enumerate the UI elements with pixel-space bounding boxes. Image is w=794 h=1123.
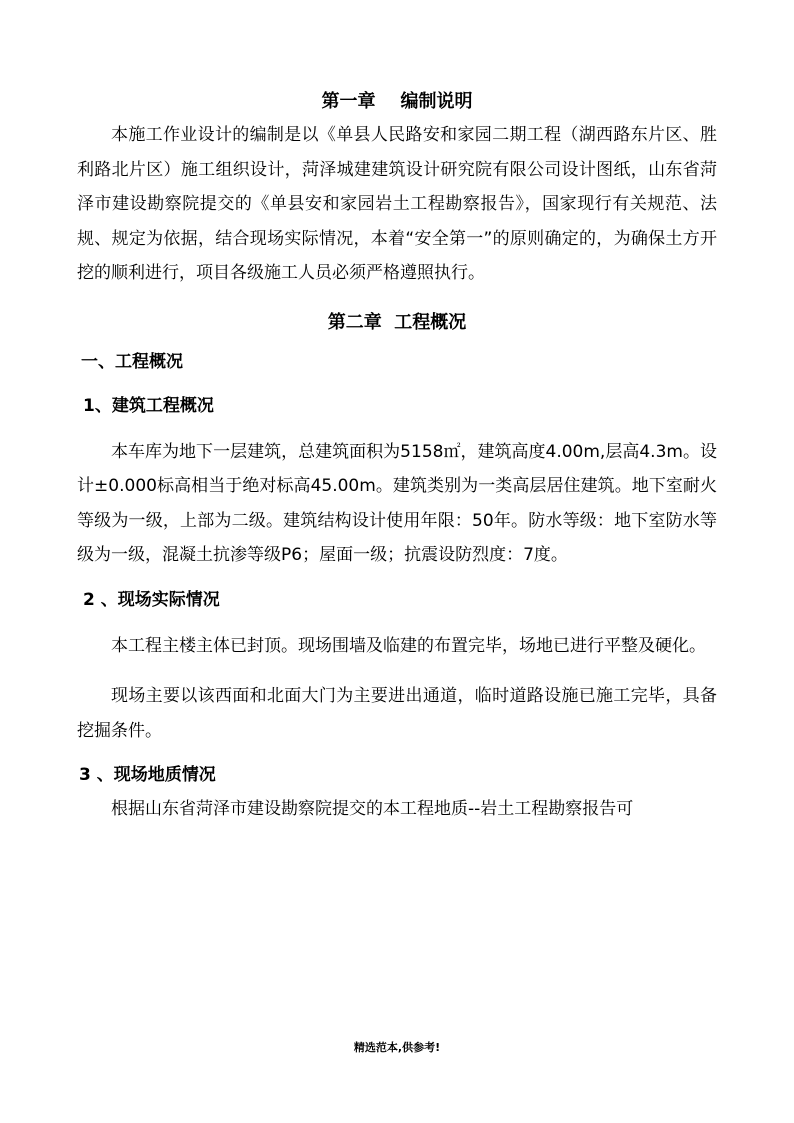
subsection-3-paragraph: 根据山东省菏泽市建设勘察院提交的本工程地质--岩土工程勘察报告可 <box>111 799 634 819</box>
section-1-heading: 一、工程概况 <box>81 351 183 372</box>
document-body <box>77 86 717 827</box>
chapter-2-title: 第二章 工程概况 <box>327 311 467 333</box>
subsection-2-heading: 2 、现场实际情况 <box>83 589 220 610</box>
subsection-1-heading: 1、建筑工程概况 <box>83 395 214 416</box>
chapter-1-title: 第一章 编制说明 <box>321 91 473 112</box>
subsection-3-heading: 3 、现场地质情况 <box>79 765 216 785</box>
subsection-1-paragraph: 本车库为地下一层建筑，总建筑面积为5158㎡，建筑高度4.00m,层高4.3m。设计±0.000标高相当于绝对标高45.00m。建筑类别为一类高层居住建筑。地下室耐火等级为一级，上部为二级。建筑结构设计使用年限：50年。防水等级：地下室防水等级为一级，混凝土抗渗等级P6；屋面一级；抗震设防烈度：7度。 <box>77 441 717 565</box>
subsection-2-paragraph-2: 现场主要以该西面和北面大门为主要进出通道，临时道路设施已施工完毕，具备挖掘条件。 <box>77 686 717 741</box>
page-footer: 精选范本,供参考! <box>353 1041 441 1054</box>
subsection-2-paragraph-1: 本工程主楼主体已封顶。现场围墙及临建的布置完毕，场地已进行平整及硬化。 <box>111 635 706 656</box>
chapter-1-paragraph: 本施工作业设计的编制是以《单县人民路安和家园二期工程（湖西路东片区、胜利路北片区）施工组织设计，菏泽城建建筑设计研究院有限公司设计图纸，山东省菏泽市建设勘察院提交的《单县安和家园岩土工程勘察报告》，国家现行有关规范、法规、规定为依据，结合现场实际情况，本着“安全第一”的原则确定的，为确保土方开挖的顺利进行，项目各级施工人员必须严格遵照执行。 <box>77 125 717 283</box>
